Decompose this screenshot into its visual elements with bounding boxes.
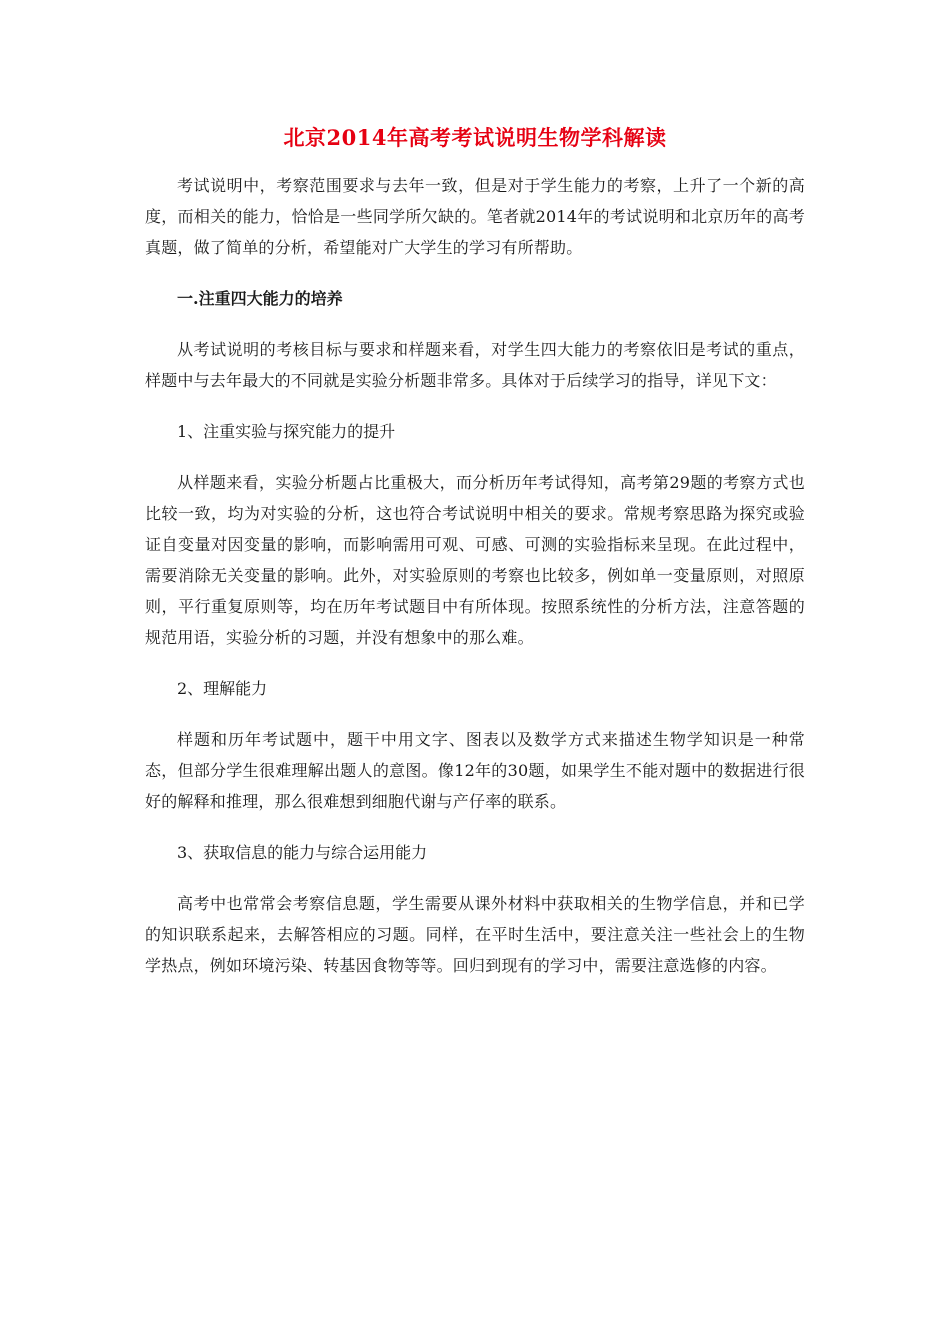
- intro-paragraph: 考试说明中，考察范围要求与去年一致，但是对于学生能力的考察，上升了一个新的高度，而相关的能力，恰恰是一些同学所欠缺的。笔者就2014年的考试说明和北京历年的高考真题，做了简单的分析，希望能对广大学生的学习有所帮助。: [145, 176, 805, 257]
- subheading-information: 3、获取信息的能力与综合运用能力: [177, 843, 428, 862]
- section-intro-paragraph: 从考试说明的考核目标与要求和样题来看，对学生四大能力的考察依旧是考试的重点，样题中与去年最大的不同就是实验分析题非常多。具体对于后续学习的指导，详见下文：: [145, 340, 805, 390]
- subheading-experiment: 1、注重实验与探究能力的提升: [177, 422, 396, 441]
- document-body: [145, 170, 805, 1001]
- information-paragraph: 高考中也常常会考察信息题，学生需要从课外材料中获取相关的生物学信息，并和已学的知识联系起来，去解答相应的习题。同样，在平时生活中，要注意关注一些社会上的生物学热点，例如环境污染、转基因食物等等。回归到现有的学习中，需要注意选修的内容。: [145, 894, 805, 975]
- comprehension-paragraph: 样题和历年考试题中，题干中用文字、图表以及数学方式来描述生物学知识是一种常态，但部分学生很难理解出题人的意图。像12年的30题，如果学生不能对题中的数据进行很好的解释和推理，那么很难想到细胞代谢与产仔率的联系。: [145, 730, 805, 811]
- document-title: 北京2014年高考考试说明生物学科解读: [283, 125, 667, 150]
- section-heading-abilities: 一.注重四大能力的培养: [177, 289, 343, 308]
- subheading-comprehension: 2、理解能力: [177, 679, 268, 698]
- experiment-paragraph: 从样题来看，实验分析题占比重极大，而分析历年考试得知，高考第29题的考察方式也比较一致，均为对实验的分析，这也符合考试说明中相关的要求。常规考察思路为探究或验证自变量对因变量的影响，而影响需用可观、可感、可测的实验指标来呈现。在此过程中，需要消除无关变量的影响。此外，对实验原则的考察也比较多，例如单一变量原则，对照原则，平行重复原则等，均在历年考试题目中有所体现。按照系统性的分析方法，注意答题的规范用语，实验分析的习题，并没有想象中的那么难。: [145, 473, 805, 647]
